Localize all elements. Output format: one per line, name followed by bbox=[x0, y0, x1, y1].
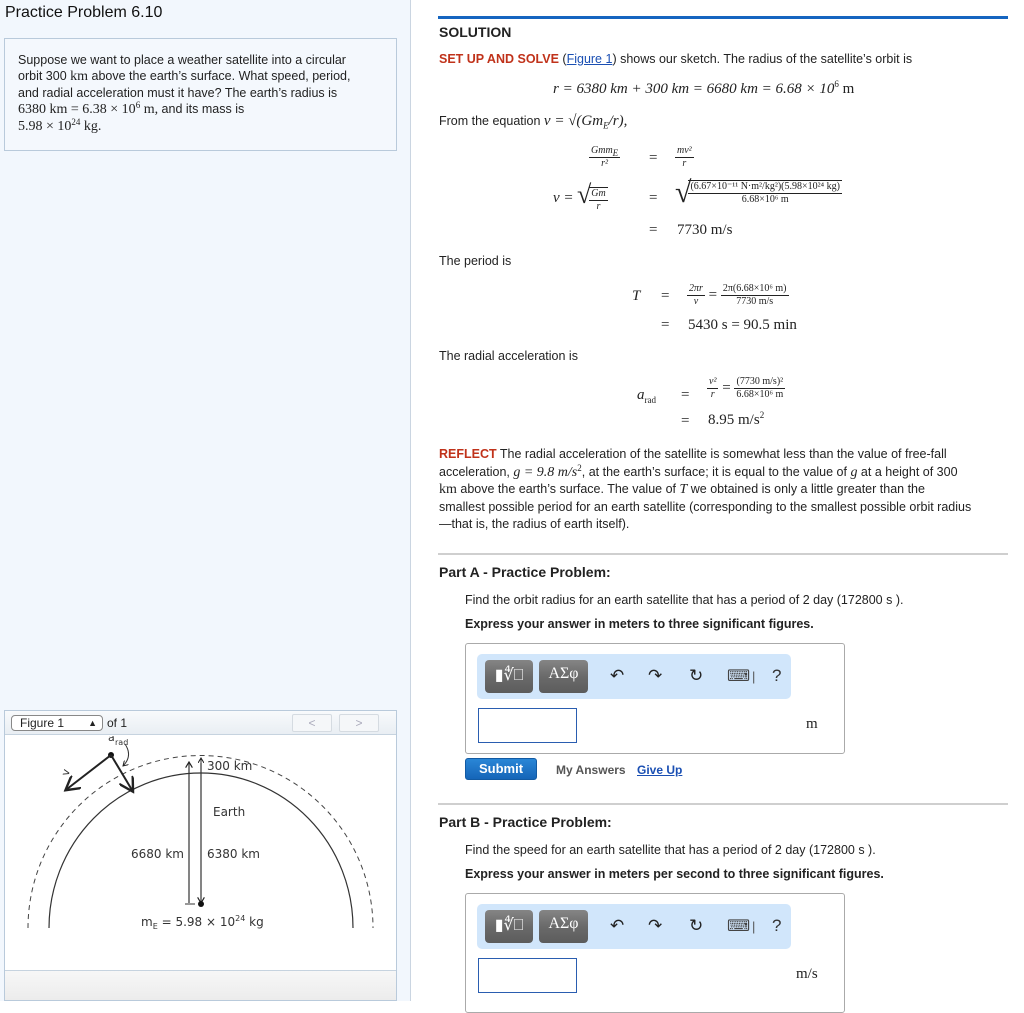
problem-line: $5.98 \times 10^{24}$ kg. bbox=[18, 116, 102, 134]
problem-line: 6380 km = $6.38 \times 10^6$ m, and its mass is bbox=[18, 99, 245, 117]
speed-result: 7730 m/s bbox=[677, 222, 733, 238]
orbit-diagram bbox=[5, 736, 396, 968]
greek-symbols-button[interactable]: ΑΣφ bbox=[539, 660, 588, 693]
equals-sign: = bbox=[649, 150, 658, 166]
my-answers-link[interactable]: My Answers bbox=[556, 763, 626, 777]
speed-sqrt: √ $\frac{Gm}{r}$ bbox=[577, 180, 606, 212]
problem-line: and radial acceleration must it have? The earth’s radius is bbox=[18, 86, 338, 100]
separator: | bbox=[752, 919, 756, 934]
svg-text:6380 km: 6380 km bbox=[207, 847, 260, 861]
part-a-answer-box bbox=[465, 643, 845, 754]
templates-button[interactable]: ▮∜⎕ bbox=[485, 660, 533, 693]
figure-link[interactable]: Figure 1 bbox=[566, 52, 613, 66]
equals-sign: = bbox=[661, 317, 670, 333]
part-b-instruction: Express your answer in meters per second to three significant figures. bbox=[465, 867, 884, 881]
part-b-answer-box bbox=[465, 893, 845, 1013]
equals-sign: = bbox=[681, 387, 690, 403]
redo-icon[interactable]: ↷ bbox=[648, 916, 663, 935]
radial-acc-lhs: $a_{rad}$ bbox=[637, 387, 656, 405]
period-intro: The period is bbox=[439, 254, 512, 268]
page-title: Practice Problem 6.10 bbox=[5, 4, 163, 21]
figure-toolbar bbox=[5, 711, 396, 735]
figure-panel bbox=[4, 710, 397, 1001]
solution-heading: SOLUTION bbox=[439, 24, 512, 40]
help-icon[interactable]: ? bbox=[772, 666, 782, 685]
math-toolbar bbox=[477, 654, 791, 699]
math-toolbar bbox=[477, 904, 791, 949]
from-equation-line: From the equation $v = √(Gm_E/r)$, bbox=[439, 113, 628, 131]
figure-footer bbox=[5, 970, 396, 1000]
templates-button[interactable]: ▮∜⎕ bbox=[485, 910, 533, 943]
radial-acc-result: 8.95 $m/s^2$ bbox=[708, 410, 765, 428]
equals-sign: = bbox=[649, 222, 658, 238]
problem-line: orbit 300 km above the earth’s surface. What speed, period, bbox=[18, 69, 351, 84]
setup-line: SET UP AND SOLVE (Figure 1) shows our sketch. The radius of the satellite’s orbit is bbox=[439, 52, 913, 66]
divider bbox=[438, 803, 1008, 805]
part-a-instruction: Express your answer in meters to three significant figures. bbox=[465, 617, 814, 631]
radial-acc-fraction: $\frac{\text{v²}}{r}$ = $\frac{\text{(7730 m/s)²}}{\text{6.68×10⁶ m}}$ bbox=[709, 376, 784, 400]
svg-text:Earth: Earth bbox=[213, 805, 246, 819]
submit-button[interactable]: Submit bbox=[465, 758, 537, 780]
radius-equation: r = 6380 km + 300 km = 6680 km = $6.68 \times 10^6$ m bbox=[553, 79, 855, 97]
separator: | bbox=[752, 669, 756, 684]
divider bbox=[438, 553, 1008, 555]
svg-text:a: a bbox=[108, 736, 115, 744]
part-a-unit: m bbox=[806, 716, 818, 732]
svg-text:v: v bbox=[58, 767, 73, 778]
redo-icon[interactable]: ↷ bbox=[648, 666, 663, 685]
speed-rhs: √ $\frac{\text{(6.67×10⁻¹¹ N·m²/kg²)(5.98×10²⁴ kg)}}{\text{6.68×10⁶ m}}$ bbox=[675, 176, 840, 209]
keyboard-icon[interactable]: ⌨ bbox=[727, 668, 751, 685]
problem-line: Suppose we want to place a weather satellite into a circular bbox=[18, 53, 346, 67]
give-up-link[interactable]: Give Up bbox=[637, 763, 683, 777]
divider bbox=[438, 16, 1008, 19]
force-equation: $\frac{Gmm_E}{\text{r²}}$ bbox=[591, 145, 619, 169]
greek-symbols-button[interactable]: ΑΣφ bbox=[539, 910, 588, 943]
undo-icon[interactable]: ↶ bbox=[610, 916, 625, 935]
help-icon[interactable]: ? bbox=[772, 916, 782, 935]
part-a-answer-input[interactable] bbox=[478, 708, 577, 743]
reflect-paragraph: REFLECT The radial acceleration of the satellite is somewhat less than the value of free-fall acceleration, g = 9.8 $m/s^2$, at the earth’s surface; it is equal to the value of g at a height of 300 km above the earth’s surface. The value of T we obtained is only a little greater than the smallest possible period for an earth satellite (corresponding to the smallest possible orbit radius —that is, the radius of earth itself). bbox=[439, 447, 972, 531]
equals-sign: = bbox=[661, 288, 670, 304]
undo-icon[interactable]: ↶ bbox=[610, 666, 625, 685]
force-rhs: $\frac{\text{mv²}}{r}$ bbox=[677, 145, 692, 169]
equals-sign: = bbox=[681, 413, 690, 429]
part-a-title: Part A - Practice Problem: bbox=[439, 564, 611, 580]
part-b-question: Find the speed for an earth satellite that has a period of 2 day (172800 s ). bbox=[465, 843, 876, 857]
figure-count: of 1 bbox=[107, 716, 128, 730]
updown-arrows-icon: ▲ bbox=[88, 718, 97, 728]
svg-text:6680 km: 6680 km bbox=[131, 847, 184, 861]
svg-text:rad: rad bbox=[115, 738, 129, 747]
part-b-title: Part B - Practice Problem: bbox=[439, 814, 612, 830]
svg-text:mE = 5.98 × 1024 kg: $m_E = 5.98 \times 10^{24}$ kg bbox=[141, 914, 264, 931]
part-a-question: Find the orbit radius for an earth satellite that has a period of 2 day (172800 s ). bbox=[465, 593, 904, 607]
period-result: 5430 s = 90.5 min bbox=[688, 317, 797, 333]
figure-select[interactable]: Figure 1 ▲ bbox=[11, 715, 103, 731]
problem-pane bbox=[0, 0, 411, 1001]
radial-acc-intro: The radial acceleration is bbox=[439, 349, 578, 363]
part-b-answer-input[interactable] bbox=[478, 958, 577, 993]
next-figure-button[interactable]: > bbox=[339, 714, 379, 732]
problem-statement bbox=[4, 38, 397, 151]
speed-lhs: v = bbox=[553, 190, 574, 206]
reset-icon[interactable]: ↻ bbox=[689, 916, 704, 935]
solution-pane bbox=[411, 0, 1024, 1001]
reset-icon[interactable]: ↻ bbox=[689, 666, 704, 685]
svg-text:300 km: 300 km bbox=[207, 759, 253, 773]
period-lhs: T bbox=[632, 288, 641, 304]
equals-sign: = bbox=[649, 190, 658, 206]
period-fraction: $\frac{2\pi r}{v}$ = $\frac{\text{2π(6.68×10⁶ m)}}{7730 m/s}$ bbox=[689, 283, 787, 307]
keyboard-icon[interactable]: ⌨ bbox=[727, 918, 751, 935]
prev-figure-button[interactable]: < bbox=[292, 714, 332, 732]
part-b-unit: m/s bbox=[796, 966, 818, 982]
